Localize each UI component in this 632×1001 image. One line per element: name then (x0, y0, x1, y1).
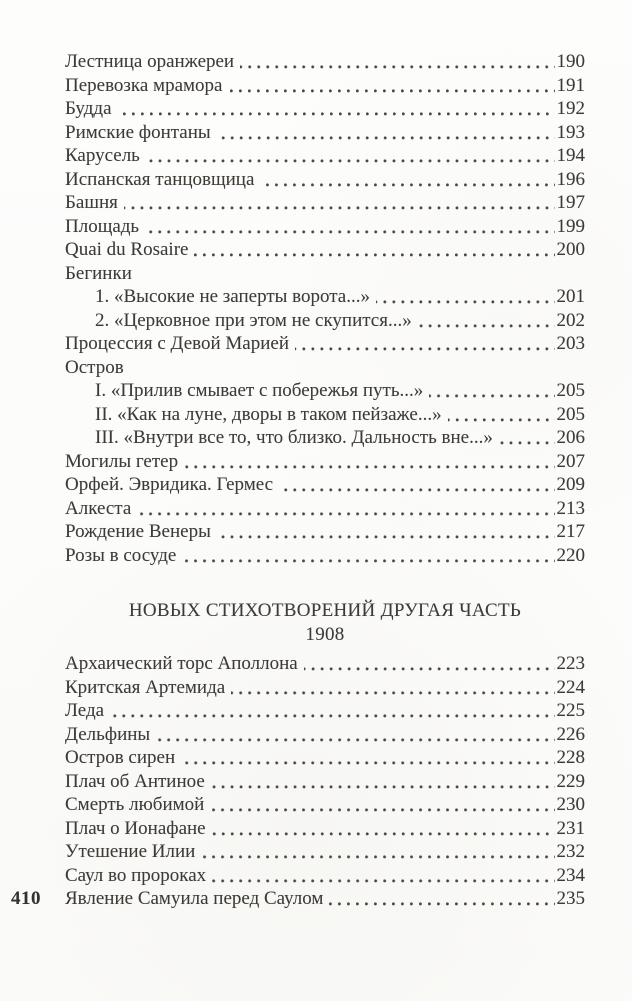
entry-title: 2. «Церковное при этом не скупится...» (95, 309, 412, 331)
dot-leader (156, 723, 555, 747)
toc-entry (65, 520, 585, 544)
toc-entry (65, 238, 585, 262)
toc-entry (65, 544, 585, 568)
toc-entry (65, 473, 585, 497)
dot-leader (181, 746, 555, 770)
entry-page-number: 224 (556, 676, 585, 698)
toc-entry (65, 652, 585, 676)
entry-page-number: 230 (556, 794, 585, 815)
toc-entry (65, 191, 585, 215)
dot-leader (110, 699, 555, 723)
entry-page-number: 209 (556, 474, 585, 495)
entry-title: Утешение Илии (65, 841, 196, 862)
dot-leader (429, 379, 555, 403)
table-of-contents (65, 50, 585, 911)
entry-title: Башня (65, 192, 118, 213)
entry-page-number: 220 (556, 544, 585, 566)
toc-entry (65, 356, 585, 380)
entry-page-number: 203 (556, 333, 585, 354)
dot-leader (124, 191, 556, 215)
toc-entry (65, 699, 585, 723)
toc-entry (65, 817, 585, 841)
entry-title: II. «Как на луне, дворы в таком пейзаже...» (95, 403, 442, 425)
entry-page-number: 217 (556, 521, 585, 542)
entry-page-number: 192 (556, 98, 585, 119)
dot-leader (376, 285, 556, 309)
toc-entry (65, 144, 585, 168)
toc-entry (65, 379, 585, 403)
entry-title: Явление Самуила перед Саулом (65, 888, 324, 909)
toc-entry (65, 309, 585, 333)
toc-entry (65, 168, 585, 192)
entry-page-number: 196 (556, 168, 585, 190)
entry-page-number: 197 (556, 192, 585, 213)
toc-entry (65, 840, 585, 864)
dot-leader (260, 168, 555, 192)
toc-entry (65, 285, 585, 309)
dot-leader (295, 332, 556, 356)
entry-page-number: 193 (556, 121, 585, 143)
dot-leader (145, 215, 555, 239)
dot-leader (210, 793, 555, 817)
entry-page-number: 205 (556, 380, 585, 401)
dot-leader (231, 676, 555, 700)
dot-leader (448, 403, 556, 427)
toc-entry (65, 97, 585, 121)
toc-entry (65, 793, 585, 817)
dot-leader (217, 520, 556, 544)
entry-title: Римские фонтаны (65, 121, 211, 143)
toc-entry (65, 676, 585, 700)
dot-leader (217, 121, 556, 145)
toc-entry (65, 746, 585, 770)
toc-entry (65, 332, 585, 356)
dot-leader (212, 817, 556, 841)
toc-entry (65, 426, 585, 450)
toc-entry (65, 262, 585, 286)
entry-page-number: 194 (556, 145, 585, 166)
toc-entry (65, 864, 585, 888)
entry-title: Могилы гетер (65, 450, 179, 472)
dot-leader (194, 238, 555, 262)
section-heading (65, 599, 585, 646)
entry-title: Бегинки (65, 262, 132, 284)
dot-leader (184, 450, 555, 474)
page-folio-number: 410 (11, 888, 41, 909)
entry-title: Критская Артемида (65, 676, 226, 698)
entry-title: Смерть любимой (65, 794, 205, 815)
entry-title: Quai du Rosaire (65, 239, 189, 260)
entry-title: Остров сирен (65, 747, 176, 768)
dot-leader (279, 473, 555, 497)
toc-entry (65, 403, 585, 427)
entry-title: Перевозка мрамора (65, 74, 223, 96)
entry-title: Площадь (65, 215, 140, 237)
toc-entry (65, 497, 585, 521)
entry-page-number: 201 (556, 286, 585, 307)
entry-title: Плач об Антиное (65, 770, 205, 792)
entry-page-number: 202 (556, 309, 585, 331)
entry-title: Карусель (65, 145, 140, 166)
entry-page-number: 190 (556, 51, 585, 72)
entry-page-number: 205 (556, 403, 585, 425)
entry-page-number: 207 (556, 450, 585, 472)
dot-leader (201, 840, 555, 864)
entry-title: Испанская танцовщица (65, 168, 255, 190)
dot-leader (137, 497, 555, 521)
dot-leader (418, 309, 556, 333)
entry-title: Будда (65, 98, 112, 119)
toc-entry (65, 723, 585, 747)
toc-entry (65, 121, 585, 145)
entry-title: III. «Внутри все то, что близко. Дальность вне...» (95, 427, 493, 448)
entry-page-number: 191 (556, 74, 585, 96)
entry-title: Розы в сосуде (65, 544, 177, 566)
dot-leader (118, 97, 556, 121)
dot-leader (329, 887, 555, 911)
toc-entry (65, 50, 585, 74)
entry-page-number: 229 (556, 770, 585, 792)
entry-page-number: 231 (556, 817, 585, 839)
entry-page-number: 228 (556, 747, 585, 768)
dot-leader (240, 50, 555, 74)
entry-title: Лестница оранжереи (65, 51, 235, 72)
entry-page-number: 223 (556, 653, 585, 674)
entry-title: Орфей. Эвридика. Гермес (65, 474, 274, 495)
entry-page-number: 213 (556, 497, 585, 519)
dot-leader (499, 426, 556, 450)
entry-title: Остров (65, 356, 124, 378)
entry-page-number: 226 (556, 723, 585, 745)
entry-title: Леда (65, 700, 105, 721)
entry-title: I. «Прилив смывает с побережья путь...» (95, 380, 424, 401)
entry-page-number: 225 (556, 700, 585, 721)
entry-page-number: 200 (556, 239, 585, 260)
dot-leader (182, 544, 555, 568)
toc-entry (65, 74, 585, 98)
dot-leader (146, 144, 556, 168)
dot-leader (211, 770, 556, 794)
entry-page-number: 235 (556, 888, 585, 909)
entry-page-number: 234 (556, 864, 585, 886)
entry-page-number: 199 (556, 215, 585, 237)
section-title: НОВЫХ СТИХОТВОРЕНИЙ ДРУГАЯ ЧАСТЬ (128, 600, 522, 621)
entry-title: Рождение Венеры (65, 521, 211, 542)
entry-title: Саул во пророках (65, 864, 207, 886)
dot-leader (212, 864, 555, 888)
toc-entry (65, 887, 585, 911)
entry-title: Процессия с Девой Марией (65, 333, 289, 354)
entry-title: 1. «Высокие не заперты ворота...» (95, 286, 370, 307)
entry-title: Дельфины (65, 723, 151, 745)
entry-page-number: 206 (556, 427, 585, 448)
entry-title: Плач о Ионафане (65, 817, 206, 839)
dot-leader (304, 652, 556, 676)
entry-title: Алкеста (65, 497, 132, 519)
toc-entry (65, 450, 585, 474)
section-year: 1908 (305, 623, 345, 645)
toc-entry (65, 770, 585, 794)
entry-title: Архаический торс Аполлона (65, 653, 298, 674)
entry-page-number: 232 (556, 841, 585, 862)
toc-entry (65, 215, 585, 239)
dot-leader (228, 74, 555, 98)
